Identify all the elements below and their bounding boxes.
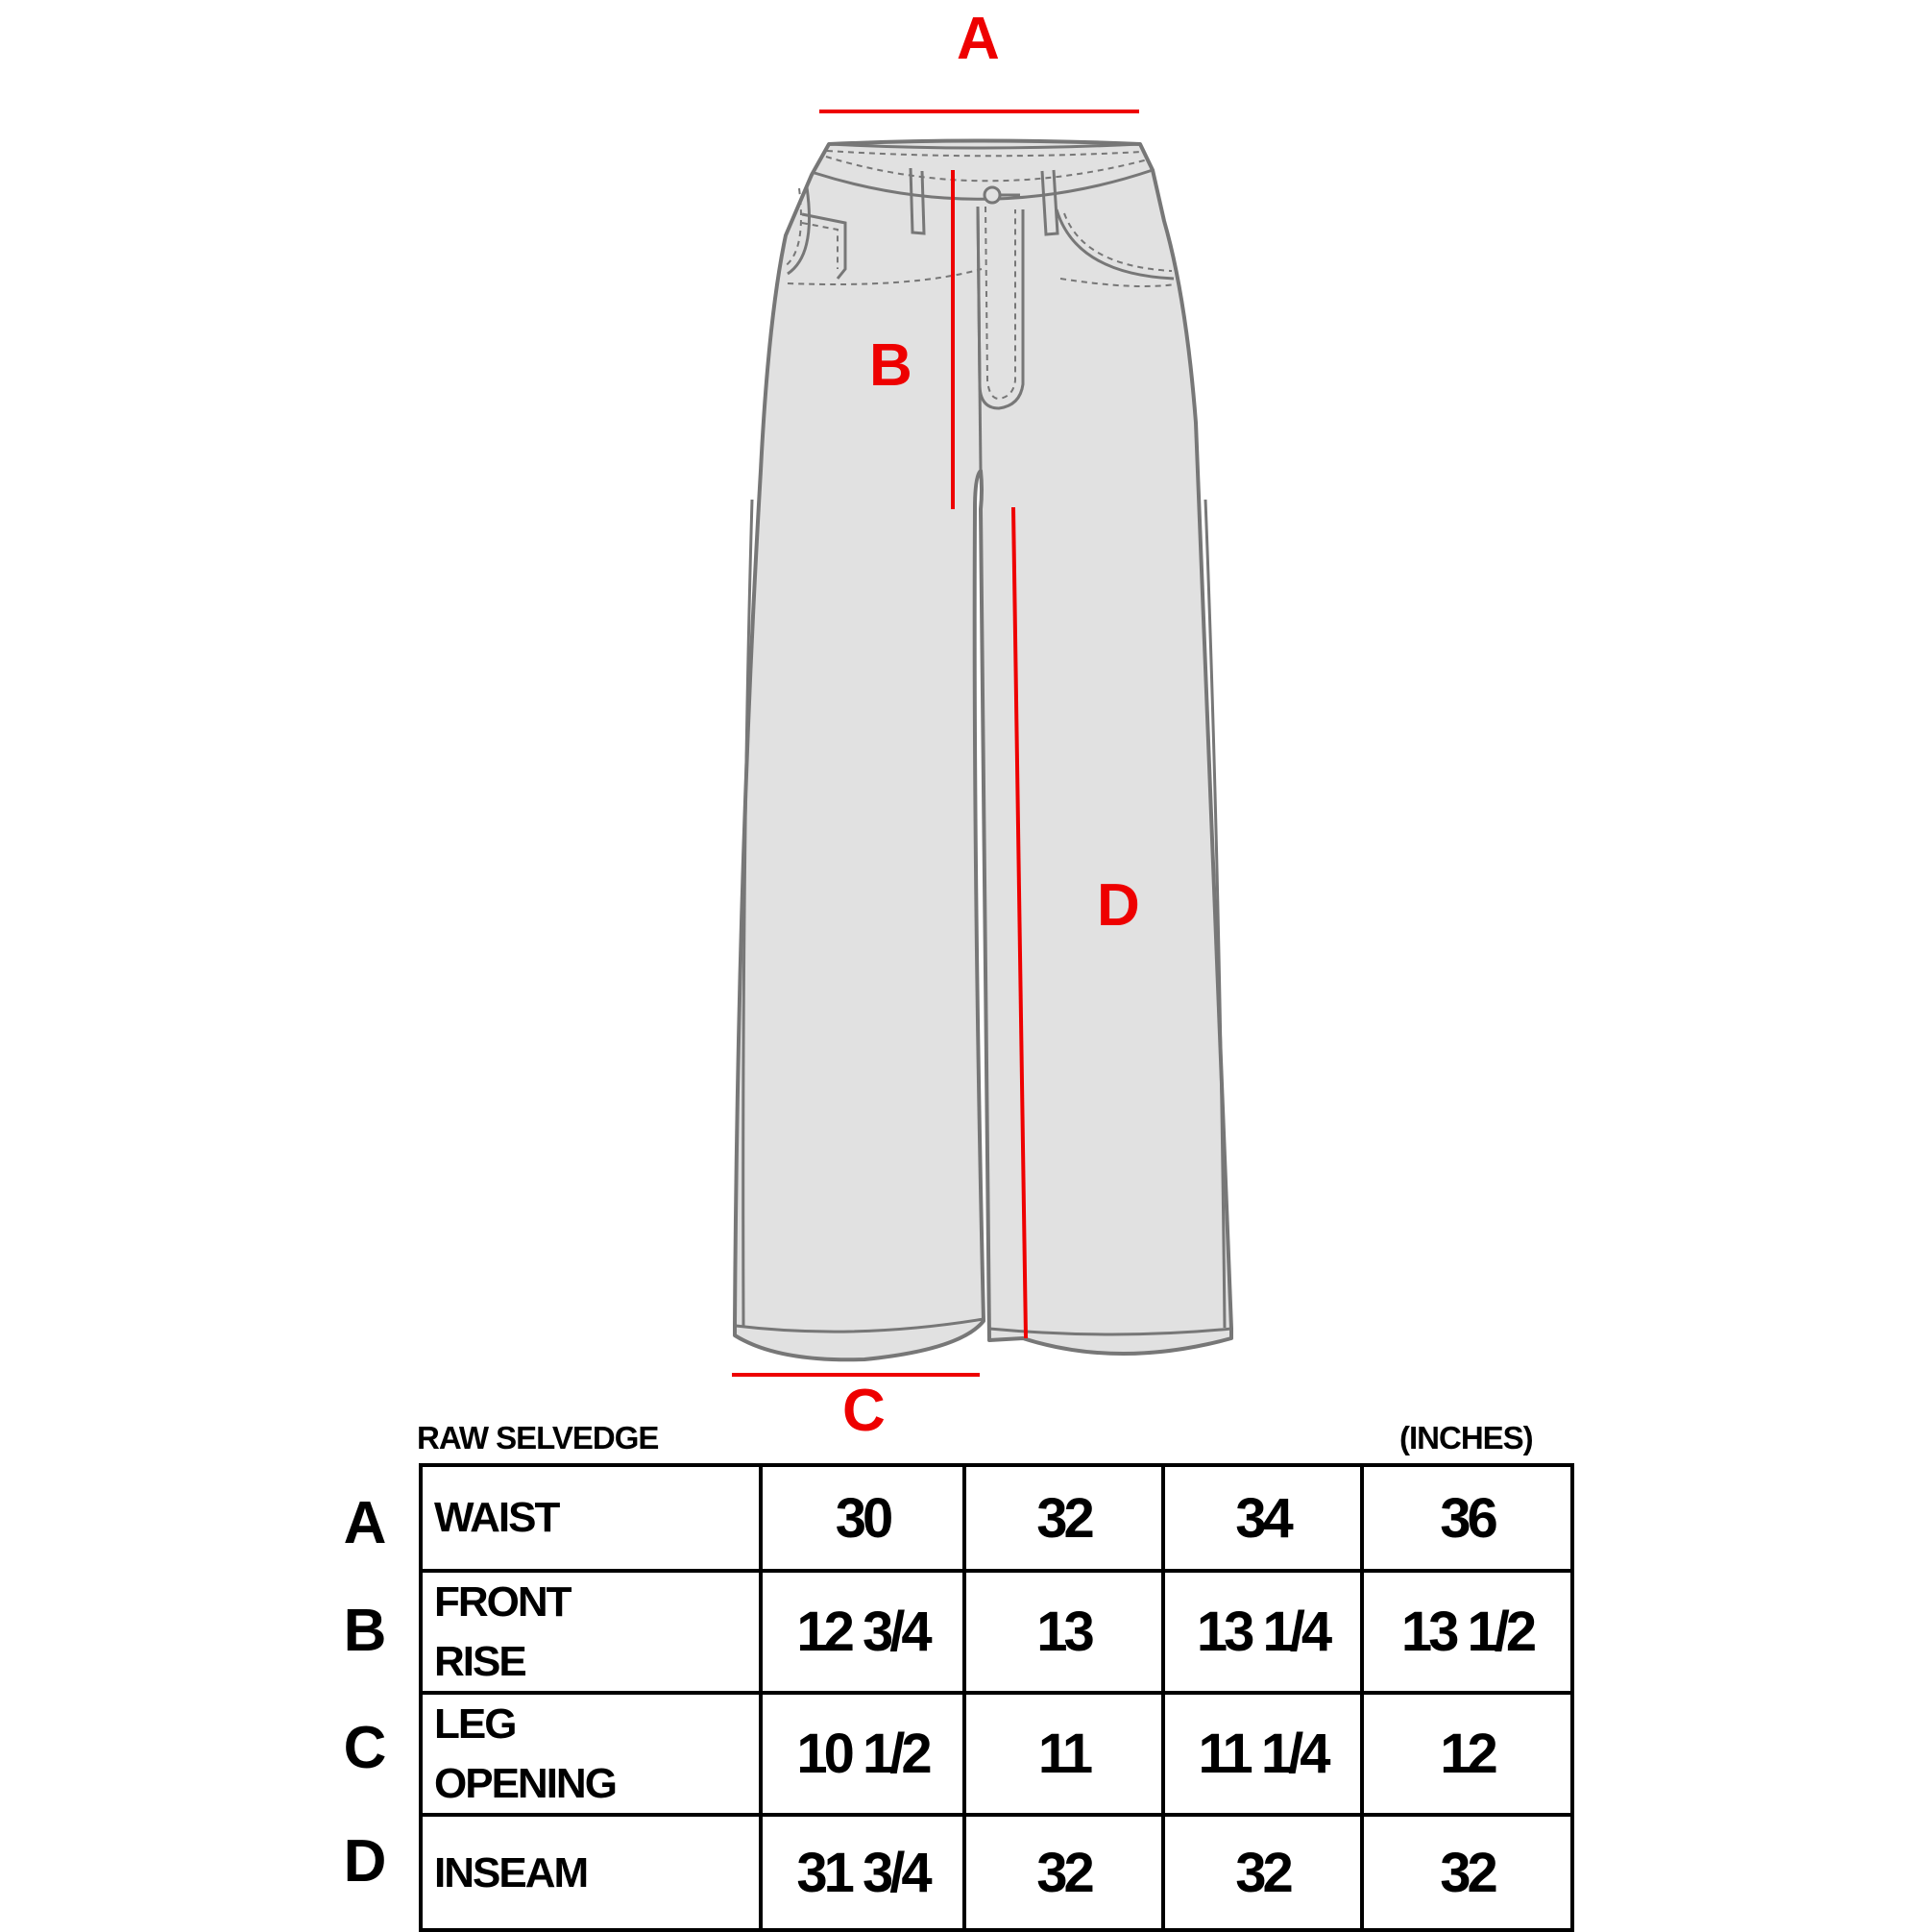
marker-b: B xyxy=(869,332,912,399)
table-caption-right: (INCHES) xyxy=(1399,1420,1533,1455)
size-value: 12 xyxy=(1362,1693,1572,1815)
size-value: 31 3/4 xyxy=(761,1815,964,1930)
jeans-illustration xyxy=(735,141,1231,1360)
size-value: 32 xyxy=(964,1465,1163,1571)
measure-label-line: OPENING xyxy=(434,1759,616,1807)
size-value: 10 1/2 xyxy=(761,1693,964,1815)
measure-label-line: RISE xyxy=(434,1637,525,1685)
size-value: 30 xyxy=(761,1465,964,1571)
measure-label-line: FRONT xyxy=(434,1578,571,1626)
jeans-body xyxy=(735,141,1231,1360)
measure-label-line: LEG xyxy=(434,1700,516,1749)
measure-label xyxy=(421,1815,761,1930)
size-value: 32 xyxy=(964,1815,1163,1930)
size-value: 13 1/2 xyxy=(1362,1571,1572,1693)
size-value: 32 xyxy=(1362,1815,1572,1930)
size-table xyxy=(419,1463,1574,1932)
measure-label-line: WAIST xyxy=(434,1494,559,1542)
size-value: 12 3/4 xyxy=(761,1571,964,1693)
row-letter-b: B xyxy=(343,1598,387,1664)
table-row xyxy=(421,1465,1572,1571)
row-letter-a: A xyxy=(343,1490,387,1556)
table-row xyxy=(421,1815,1572,1930)
row-letter-c: C xyxy=(343,1715,387,1781)
size-value: 13 1/4 xyxy=(1163,1571,1362,1693)
table-row xyxy=(421,1693,1572,1815)
size-value: 11 1/4 xyxy=(1163,1693,1362,1815)
marker-c: C xyxy=(842,1378,886,1444)
size-value: 36 xyxy=(1362,1465,1572,1571)
table-row xyxy=(421,1571,1572,1693)
marker-d: D xyxy=(1097,872,1140,939)
size-value: 34 xyxy=(1163,1465,1362,1571)
marker-a: A xyxy=(957,6,1000,72)
measure-label-line: INSEAM xyxy=(434,1848,588,1896)
size-value: 32 xyxy=(1163,1815,1362,1930)
table-caption-left: RAW SELVEDGE xyxy=(417,1420,659,1455)
measure-label xyxy=(421,1465,761,1571)
measure-label xyxy=(421,1693,761,1815)
measure-label xyxy=(421,1571,761,1693)
size-value: 11 xyxy=(964,1693,1163,1815)
row-letter-d: D xyxy=(343,1828,387,1895)
size-value: 13 xyxy=(964,1571,1163,1693)
